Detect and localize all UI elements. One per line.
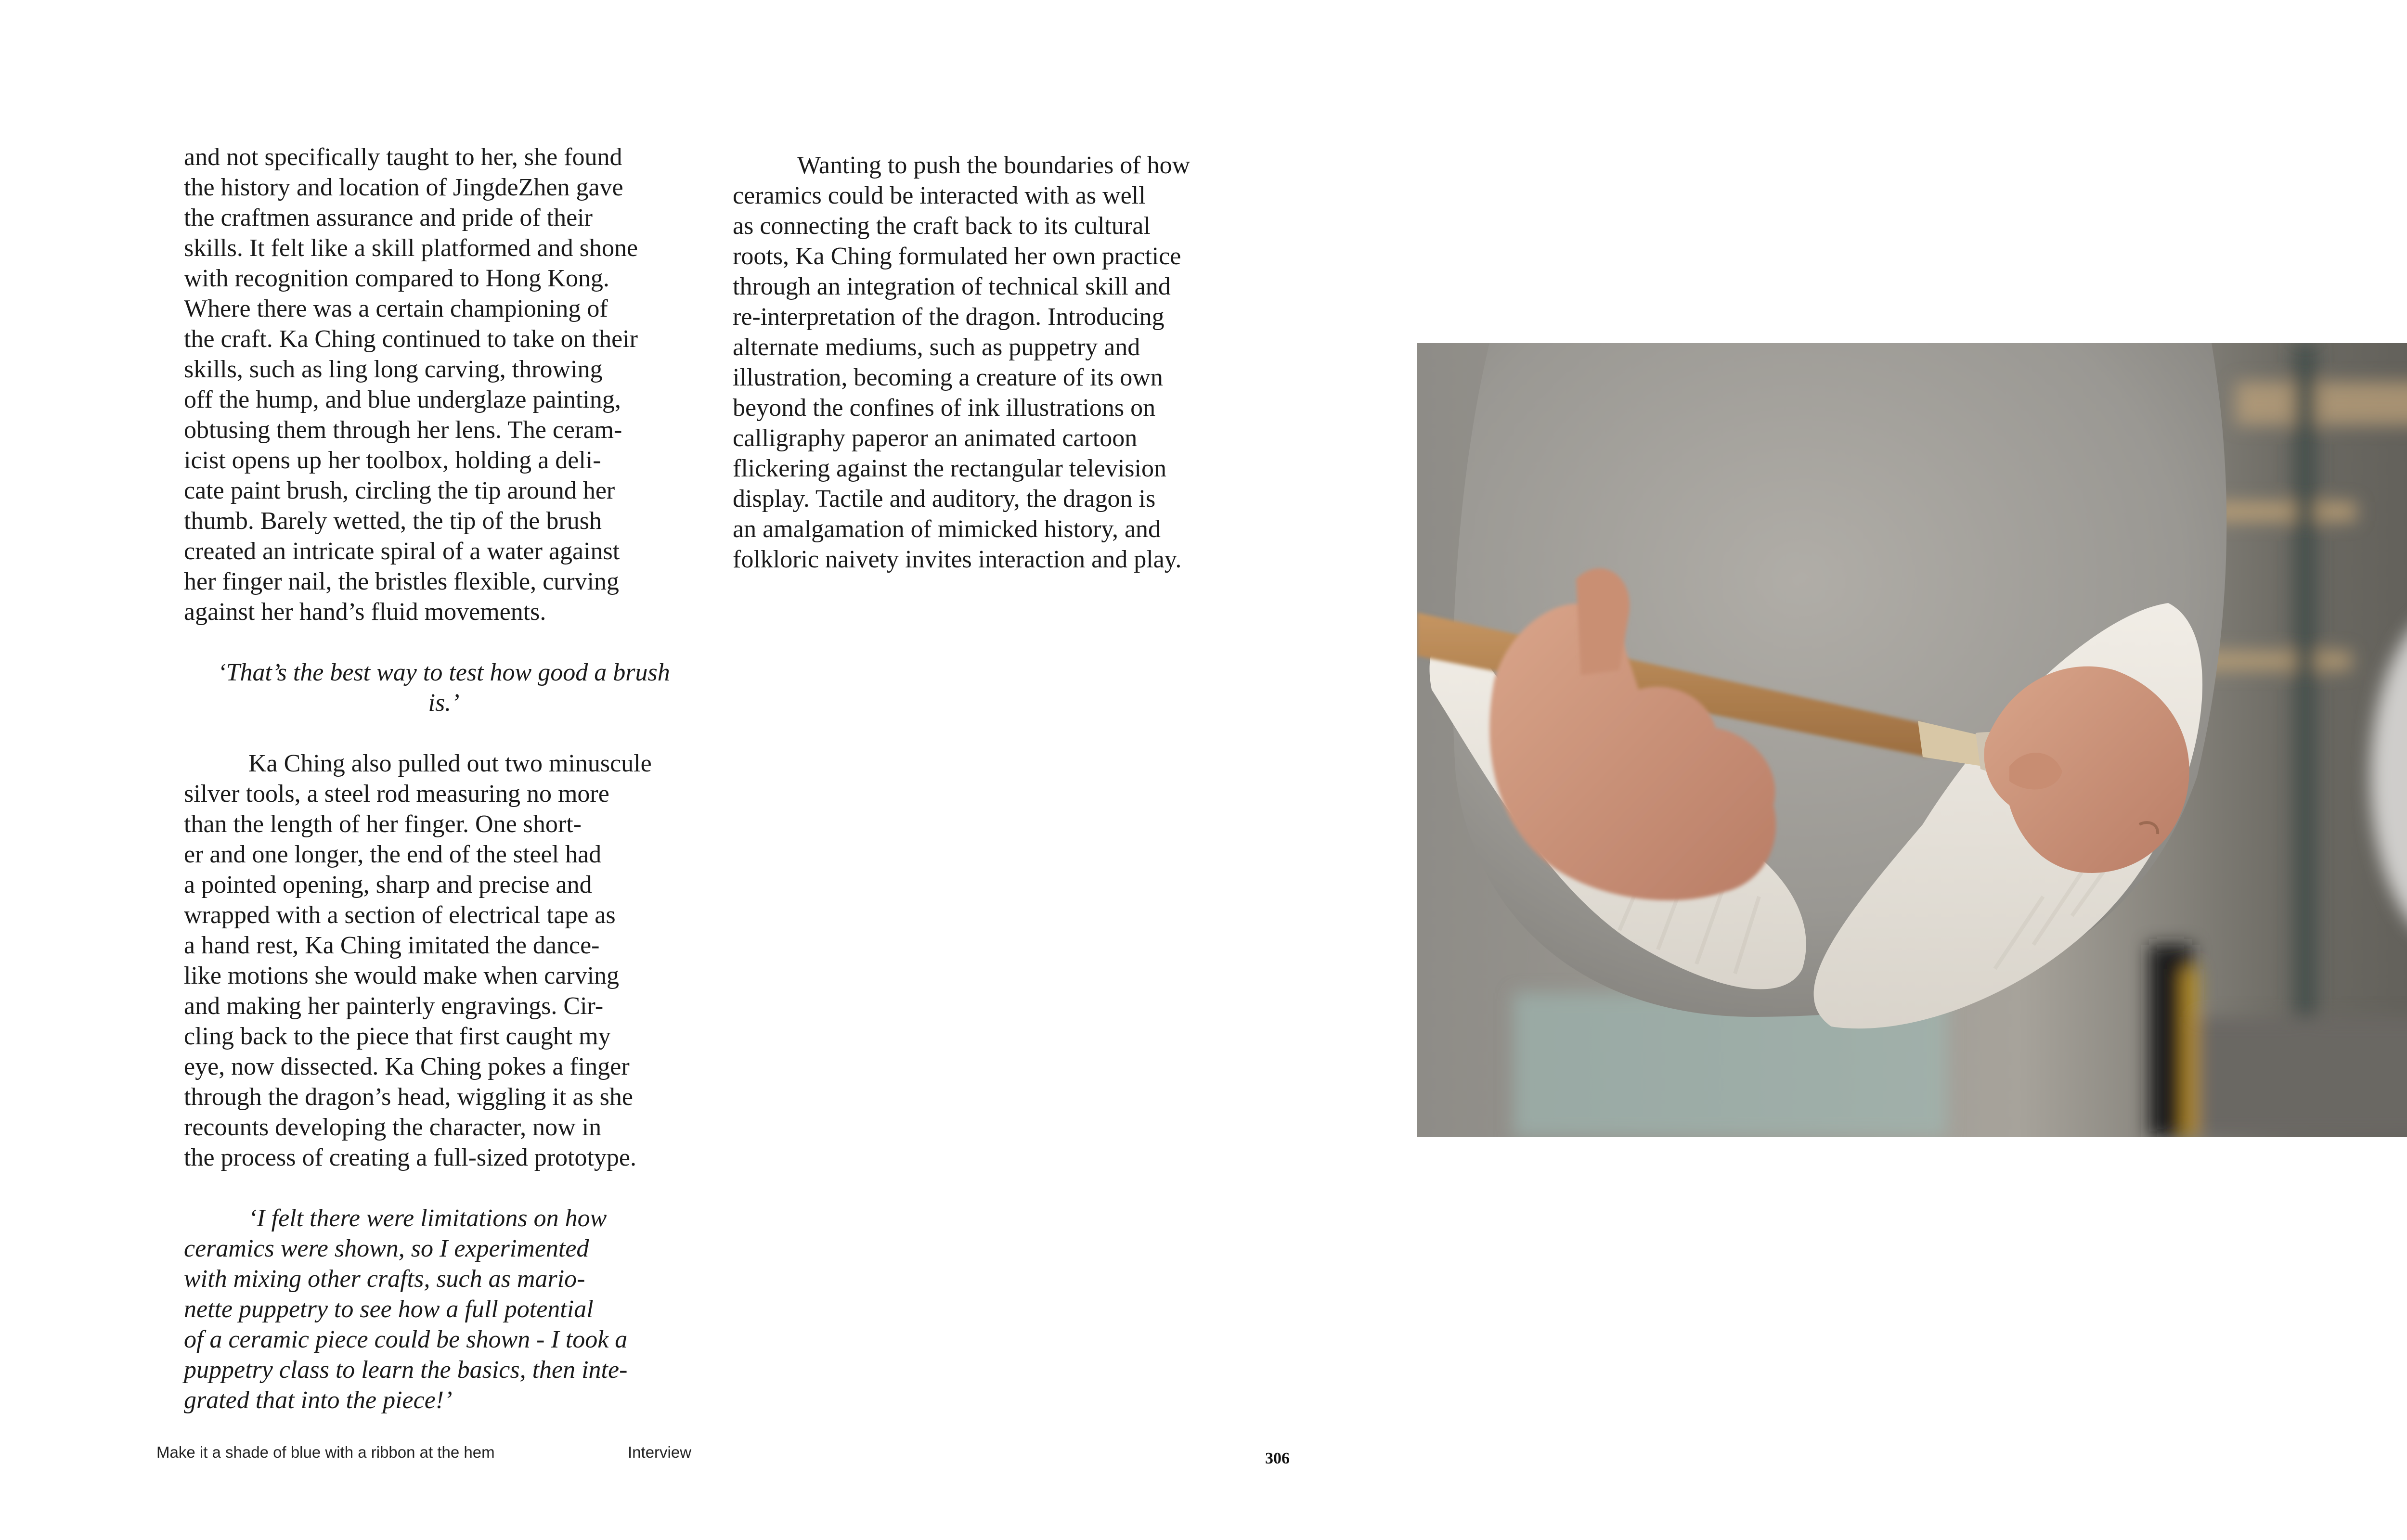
text-line: cate paint brush, circling the tip around her	[184, 477, 615, 504]
text-line: Where there was a certain championing of	[184, 295, 608, 322]
quote-line: is.’	[428, 689, 460, 717]
body-paragraph-2	[184, 748, 704, 1173]
quote-line: grated that into the piece!’	[184, 1386, 453, 1414]
text-line: folkloric naivety invites interaction and play.	[733, 546, 1182, 573]
body-paragraph-3	[733, 150, 1257, 575]
text-line: an amalgamation of mimicked history, and	[733, 515, 1161, 543]
text-line: the craftmen assurance and pride of their	[184, 204, 593, 231]
text-line: her finger nail, the bristles flexible, curving	[184, 568, 619, 595]
text-line: display. Tactile and auditory, the dragon is	[733, 485, 1156, 513]
text-line: re-interpretation of the dragon. Introducing	[733, 303, 1165, 331]
text-line: through an integration of technical skill and	[733, 273, 1171, 300]
text-line: recounts developing the character, now in	[184, 1114, 602, 1141]
left-text-column	[184, 142, 704, 1415]
pull-quote-1	[184, 657, 704, 718]
text-line: created an intricate spiral of a water against	[184, 538, 620, 565]
text-line: like motions she would make when carving	[184, 962, 620, 989]
text-line: flickering against the rectangular television	[733, 455, 1166, 482]
quote-line: with mixing other crafts, such as mario-	[184, 1265, 585, 1293]
footer-caption: Make it a shade of blue with a ribbon at the hem	[156, 1443, 495, 1461]
body-paragraph-1	[184, 142, 704, 627]
photo-hands-holding-brush	[1417, 343, 2407, 1137]
text-line: alternate mediums, such as puppetry and	[733, 334, 1140, 361]
text-line: cling back to the piece that first caught my	[184, 1023, 611, 1050]
text-line: er and one longer, the end of the steel had	[184, 841, 602, 868]
text-line: and making her painterly engravings. Cir-	[184, 992, 604, 1020]
text-line: skills. It felt like a skill platformed and shone	[184, 234, 638, 262]
quote-line: of a ceramic piece could be shown - I took a	[184, 1326, 628, 1353]
text-line: obtusing them through her lens. The ceram-	[184, 416, 622, 444]
quote-line: ceramics were shown, so I experimented	[184, 1235, 589, 1262]
text-line: a pointed opening, sharp and precise and	[184, 871, 592, 898]
text-line: off the hump, and blue underglaze painting,	[184, 386, 621, 413]
text-line: and not specifically taught to her, she found	[184, 143, 622, 171]
text-line: as connecting the craft back to its cultural	[733, 212, 1151, 240]
quote-line: ‘I felt there were limitations on how	[248, 1205, 607, 1232]
text-line: Wanting to push the boundaries of how	[797, 152, 1191, 179]
quote-line: nette puppetry to see how a full potential	[184, 1296, 594, 1323]
text-line: icist opens up her toolbox, holding a deli-	[184, 447, 601, 474]
quote-line: puppetry class to learn the basics, then inte-	[184, 1356, 628, 1384]
text-line: than the length of her finger. One short-	[184, 810, 582, 838]
paragraph-gap	[184, 627, 704, 657]
text-line: silver tools, a steel rod measuring no more	[184, 780, 609, 808]
text-line: wrapped with a section of electrical tape as	[184, 901, 616, 929]
footer-section-label: Interview	[628, 1443, 692, 1461]
right-text-column	[733, 150, 1257, 575]
text-line: beyond the confines of ink illustrations on	[733, 394, 1156, 422]
text-line: the craft. Ka Ching continued to take on their	[184, 325, 638, 353]
text-line: roots, Ka Ching formulated her own practice	[733, 243, 1181, 270]
text-line: the history and location of JingdeZhen gave	[184, 174, 623, 201]
quote-line: ‘That’s the best way to test how good a brush	[218, 659, 670, 686]
paragraph-gap	[184, 1173, 704, 1203]
page-number-left: 306	[1265, 1450, 1290, 1467]
text-line: illustration, becoming a creature of its own	[733, 364, 1163, 391]
text-line: calligraphy paperor an animated cartoon	[733, 424, 1138, 452]
text-line: against her hand’s fluid movements.	[184, 598, 546, 626]
paragraph-gap	[184, 718, 704, 748]
text-line: skills, such as ling long carving, throwing	[184, 356, 603, 383]
text-line: thumb. Barely wetted, the tip of the brush	[184, 507, 602, 535]
text-line: Ka Ching also pulled out two minuscule	[248, 750, 652, 777]
text-line: through the dragon’s head, wiggling it as she	[184, 1083, 633, 1111]
photo-illustration	[1417, 343, 2407, 1137]
text-line: the process of creating a full-sized prototype.	[184, 1144, 636, 1171]
text-line: with recognition compared to Hong Kong.	[184, 265, 609, 292]
text-line: ceramics could be interacted with as well	[733, 182, 1146, 209]
pull-quote-2	[184, 1203, 704, 1415]
text-line: a hand rest, Ka Ching imitated the dance-	[184, 932, 600, 959]
text-line: eye, now dissected. Ka Ching pokes a finger	[184, 1053, 630, 1080]
